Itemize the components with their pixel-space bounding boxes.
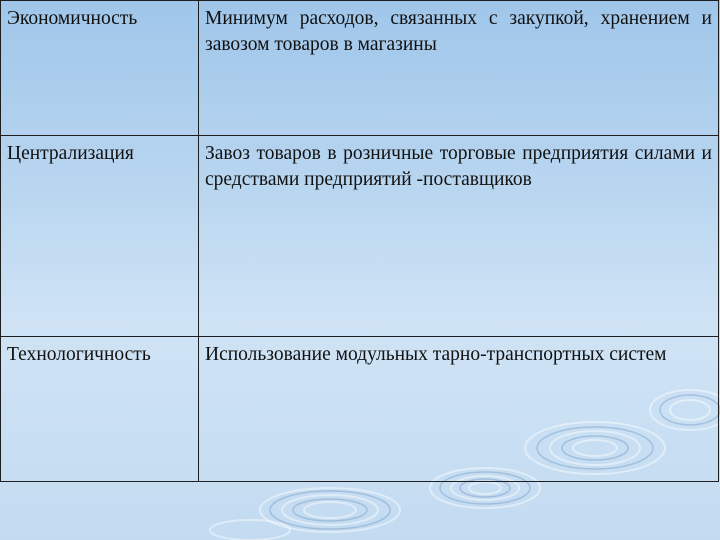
term-cell: Технологичность xyxy=(1,337,199,482)
description-cell: Минимум расходов, связанных с закупкой, хранением и завозом товаров в магазины xyxy=(199,1,719,136)
table-row xyxy=(1,337,719,482)
description-cell: Завоз товаров в розничные торговые предприятия силами и средствами предприятий -поставщиков xyxy=(199,136,719,337)
term-cell: Экономичность xyxy=(1,1,199,136)
table-row xyxy=(1,1,719,136)
table-row xyxy=(1,136,719,337)
term-cell: Централизация xyxy=(1,136,199,337)
description-cell: Использование модульных тарно-транспортных систем xyxy=(199,337,719,482)
